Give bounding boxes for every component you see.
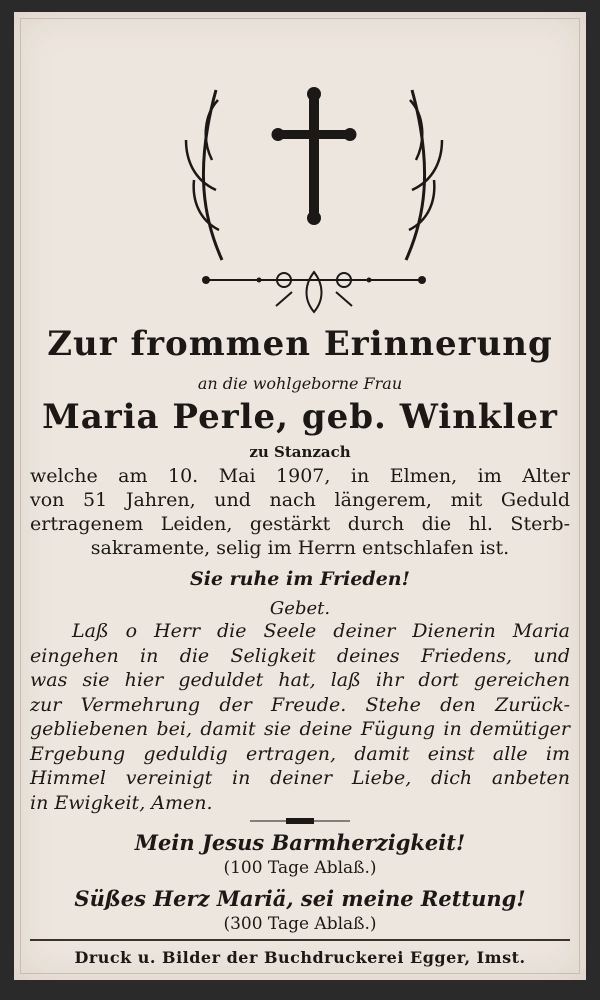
cross-with-palm-branches-icon <box>164 80 464 320</box>
indulgence-300: (300 Tage Ablaß.) <box>223 914 377 934</box>
death-notice-line: ertragenem Leiden, gestärkt durch die hl. Sterb- <box>30 513 570 535</box>
ejaculation-maria: Süßes Herz Mariä, sei meine Rettung! <box>74 886 526 911</box>
death-notice-line: von 51 Jahren, und nach längerem, mit Geduld <box>30 489 570 511</box>
death-notice-line: welche am 10. Mai 1907, in Elmen, im Alter <box>30 465 570 487</box>
rest-in-peace: Sie ruhe im Frieden! <box>190 568 410 590</box>
prayer-line: Ergebung geduldig ertragen, damit einst alle im <box>30 742 570 765</box>
prayer-text <box>30 619 570 815</box>
prayer-heading: Gebet. <box>269 598 331 619</box>
prayer-line: zur Vermehrung der Freude. Stehe den Zurück- <box>30 693 570 716</box>
printer-imprint: Druck u. Bilder der Buchdruckerei Egger, Imst. <box>74 948 526 967</box>
card-title: Zur frommen Erinnerung <box>47 324 553 364</box>
prayer-line: Himmel vereinigt in deiner Liebe, dich anbeten <box>30 767 570 789</box>
death-notice <box>30 464 570 560</box>
prayer-line: gebliebenen bei, damit sie deine Fügung in demütiger <box>30 718 570 740</box>
prayer-line: eingehen in die Seligkeit deines Friedens, und <box>30 644 570 667</box>
section-divider <box>250 816 350 826</box>
deceased-name: Maria Perle, geb. Winkler <box>42 397 558 437</box>
card-subtitle: an die wohlgeborne Frau <box>197 374 403 393</box>
footer-divider <box>30 939 570 941</box>
death-notice-line: sakramente, selig im Herrn entschlafen ist. <box>90 537 510 559</box>
prayer-line: Laß o Herr die Seele deiner Dienerin Maria <box>72 620 570 642</box>
prayer-line: in Ewigkeit, Amen. <box>30 791 213 814</box>
ejaculation-jesus: Mein Jesus Barmherzigkeit! <box>134 830 466 855</box>
deceased-place: zu Stanzach <box>249 443 351 461</box>
prayer-line: was sie hier geduldet hat, laß ihr dort gereichen <box>30 669 570 691</box>
indulgence-100: (100 Tage Ablaß.) <box>223 858 377 878</box>
memorial-card <box>14 12 586 980</box>
